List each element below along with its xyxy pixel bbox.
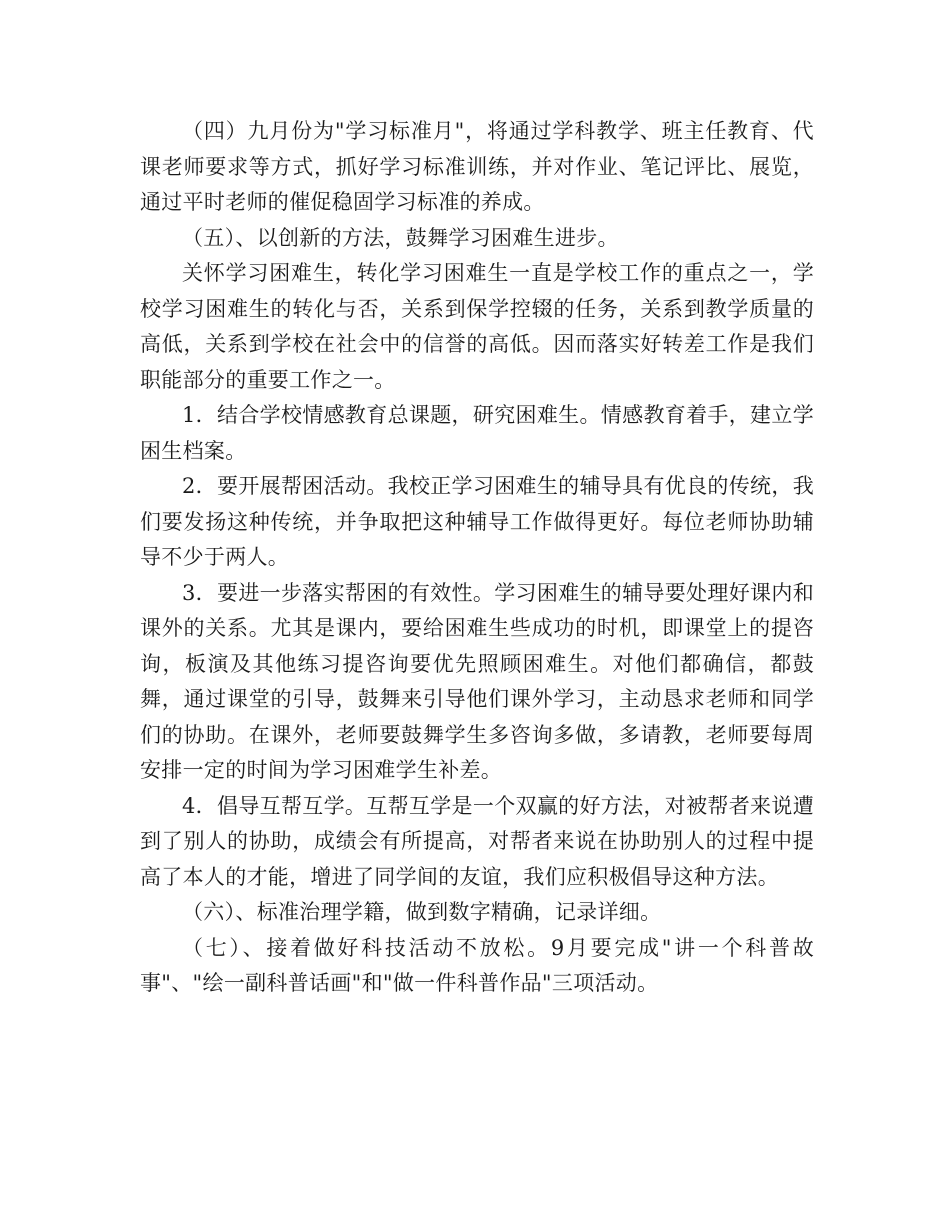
paragraph-item-2: 2．要开展帮困活动。我校正学习困难生的辅导具有优良的传统，我们要发扬这种传统，并争取把这种辅导工作做得更好。每位老师协助辅导不少于两人。	[140, 474, 814, 569]
paragraph-item-4: 4．倡导互帮互学。互帮互学是一个双赢的好方法，对被帮者来说遭到了别人的协助，成绩会有所提高，对帮者来说在协助别人的过程中提高了本人的才能，增进了同学间的友谊，我们应积极倡导这种方法。	[140, 793, 814, 889]
paragraph-section-6: （六）、标准治理学籍，做到数字精确，记录详细。	[182, 900, 662, 924]
paragraph-care-for-students: 关怀学习困难生，转化学习困难生一直是学校工作的重点之一，学校学习困难生的转化与否，关系到保学控辍的任务，关系到教学质量的高低，关系到学校在社会中的信誉的高低。因而落实好转差工作是我们职能部分的重要工作之一。	[140, 261, 814, 392]
document-body	[140, 114, 814, 1002]
paragraph-section-4: （四）九月份为"学习标准月"，将通过学科教学、班主任教育、代课老师要求等方式，抓好学习标准训练，并对作业、笔记评比、展览，通过平时老师的催促稳固学习标准的养成。	[140, 119, 814, 214]
paragraph-item-1: 1．结合学校情感教育总课题，研究困难生。情感教育着手，建立学困生档案。	[140, 403, 814, 463]
paragraph-item-3: 3．要进一步落实帮困的有效性。学习困难生的辅导要处理好课内和课外的关系。尤其是课内，要给困难生些成功的时机，即课堂上的提咨询，板演及其他练习提咨询要优先照顾困难生。对他们都确信，都鼓舞，通过课堂的引导，鼓舞来引导他们课外学习，主动恳求老师和同学们的协助。在课外，老师要鼓舞学生多咨询多做，多请教，老师要每周安排一定的时间为学习困难学生补差。	[140, 580, 814, 782]
paragraph-section-7: （七）、接着做好科技活动不放松。9月要完成"讲一个科普故事"、"绘一副科普话画"和"做一件科普作品"三项活动。	[140, 935, 814, 995]
paragraph-section-5-heading: （五）、以创新的方法，鼓舞学习困难生进步。	[182, 225, 619, 250]
